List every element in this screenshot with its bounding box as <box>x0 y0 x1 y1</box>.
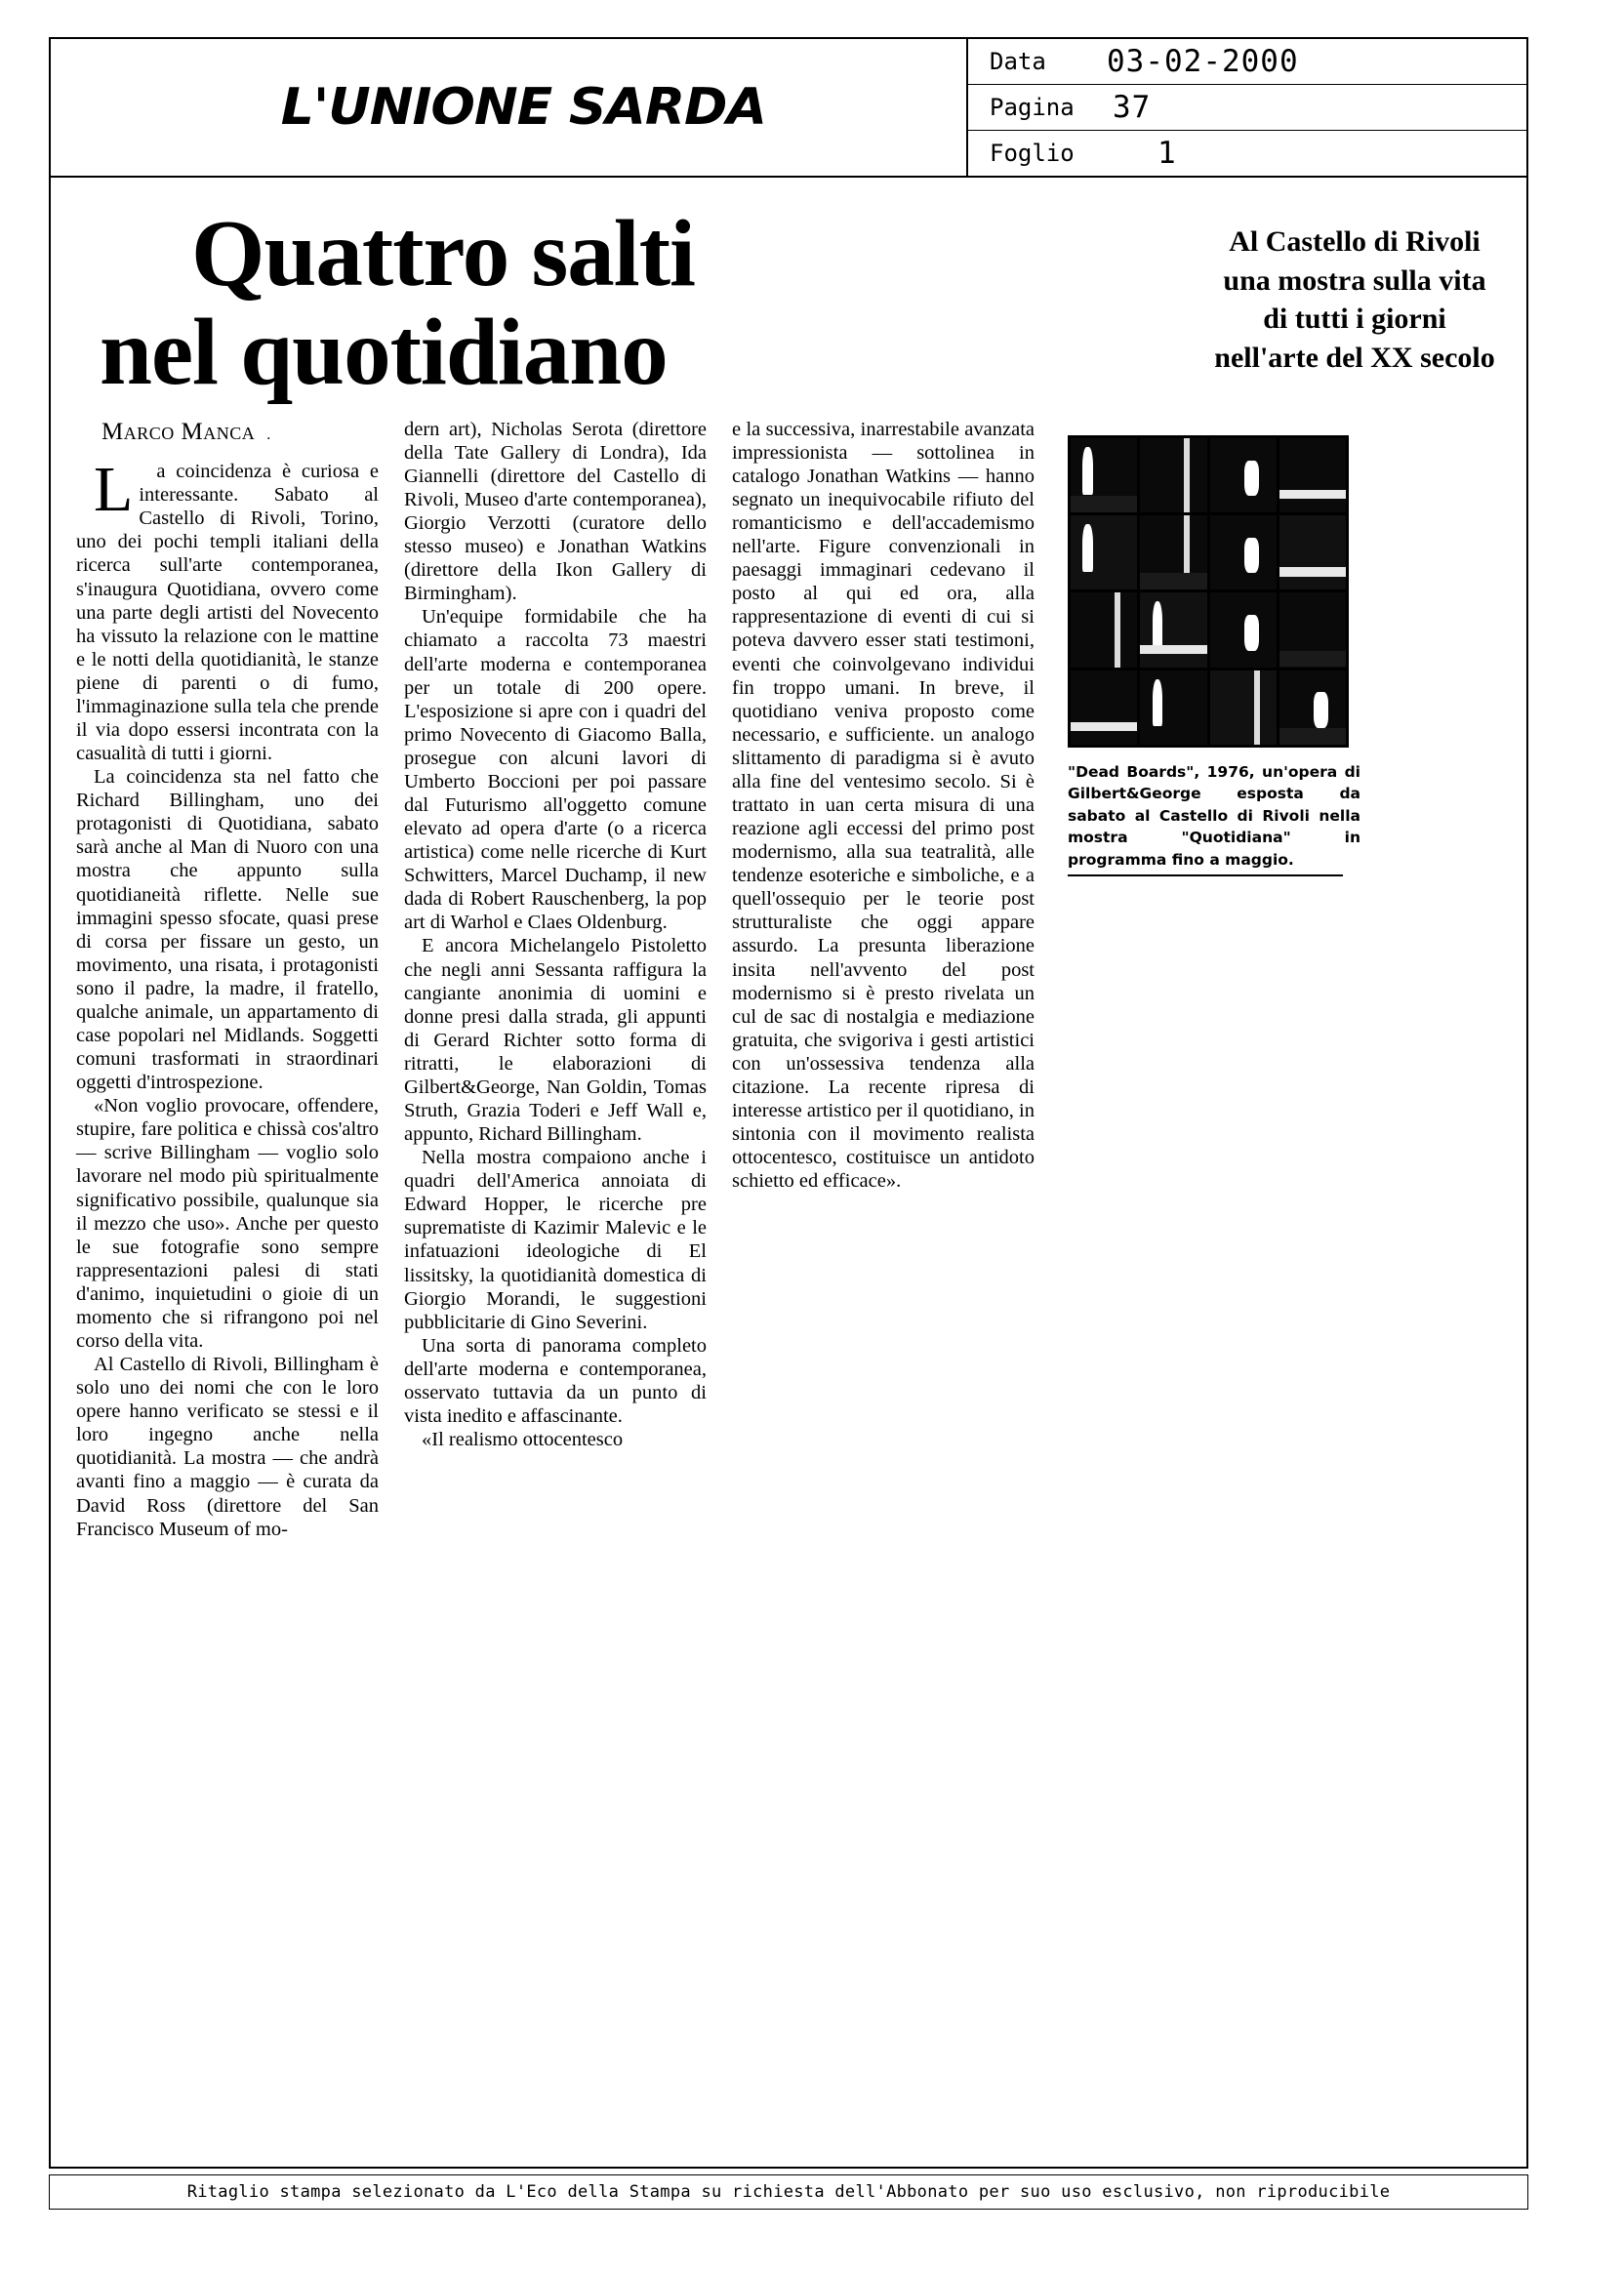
photo-tile <box>1071 438 1137 512</box>
photo-tile <box>1140 592 1206 667</box>
byline-author: Marco Manca <box>102 418 256 445</box>
photo-figure <box>1068 435 1360 876</box>
paragraph: E ancora Michelangelo Pistoletto che negli anni Sessanta raffigura la cangiante anonimia di uomini e donne presi dalla strada, gli appunti di Gerard Richter sotto forma di ritratti, le elaborazioni di Gilbert&George, Nan Goldin, Tomas Struth, Grazia Toderi e Jeff Wall e, appunto, Richard Billingham. <box>404 935 707 1146</box>
photo-tile <box>1210 670 1277 745</box>
paragraph: «Non voglio provocare, offendere, stupire, fare politica e chissà cos'altro — scrive Billingham — voglio solo lavorare nel modo più spiritualmente significativo possibile, qualunque sia il mezzo che uso». Anche per questo le sue fotografie sono sempre rappresentazioni palesi di stati d'animo, inquietudini o gioie di un momento che si rifrangono poi nel corso della vita. <box>76 1095 379 1353</box>
metadata-label-foglio: Foglio <box>990 140 1075 167</box>
headline-line-1: Quattro salti <box>191 201 696 305</box>
paragraph: La coincidenza sta nel fatto che Richard Billingham, uno dei protagonisti di Quotidiana, sabato sarà anche al Man di Nuoro con una mostra che appunto sulla quotidianeità riflette. Nelle sue immagini spesso sfocate, quasi prese di corsa per fissare un gesto, un movimento, una risata, i protagonisti sono il padre, la madre, il fratello, qualche animale, un appartamento di case popolari nel Midlands. Soggetti comuni trasformati in straordinari oggetti d'introspezione. <box>76 766 379 1094</box>
metadata-block <box>966 39 1526 176</box>
paragraph: e la successiva, inarrestabile avanzata impressionista — sottolinea in catalogo Jonathan Watkins — hanno segnato un inequivocabile rifiuto del romanticismo e dell'accademismo nell'arte. Figure convenzionali in paesaggi immaginari cedevano il posto al qui ed ora, alla rappresentazione di eventi di cui si poteva davvero esser stati testimoni, eventi che coinvolgevano individui fin troppo umani. In breve, il quotidiano veniva proposto come necessario, e sufficiente. un analogo slittamento di paradigma si è avuto alla fine del ventesimo secolo. Si è trattato in uan certa misura di una reazione agli eccessi del primo post modernismo, alla sua teatralità, alle tendenze esoteriche e simboliche, e a quell'ossequio per le teorie post strutturaliste che oggi appare assurdo. La presunta liberazione insita nell'avvento del post modernismo si è presto rivelata un cul de sac di nostalgia e mediazione gratuita, che svigoriva i gesti artistici con un'ossessiva tendenza alla citazione. La recente ripresa di interesse artistico per il quotidiano, in sintonia con il movimento realista ottocentesco, costituisce un antidoto schietto ed efficace». <box>732 418 1035 1193</box>
paragraph: Una sorta di panorama completo dell'arte moderna e contemporanea, osservato tuttavia da un punto di vista inedito e affascinante. <box>404 1334 707 1428</box>
metadata-row-pagina <box>968 85 1526 131</box>
photo-tile <box>1071 592 1137 667</box>
metadata-label-data: Data <box>990 48 1046 75</box>
photo-tile <box>1210 515 1277 589</box>
photo-tile <box>1140 670 1206 745</box>
paragraph: Un'equipe formidabile che ha chiamato a raccolta 73 maestri dell'arte moderna e contemporanea per un totale di 200 opere. L'esposizione si apre con i quadri del primo Novecento di Giacomo Balla, prosegue con alcuni lavori di Umberto Boccioni per poi passare dal Futurismo all'oggetto comune elevato ad opera d'arte (o a ricerca artistica) come nelle ricerche di Kurt Schwitters, Marcel Duchamp, il new dada di Robert Rauschenberg, la pop art di Warhol e Claes Oldenburg. <box>404 606 707 934</box>
article-column-1 <box>76 418 379 1541</box>
page-title <box>76 201 1208 404</box>
masthead <box>51 39 966 176</box>
byline <box>76 418 379 446</box>
article-column-3 <box>732 418 1035 1541</box>
photo-tile <box>1279 592 1346 667</box>
paragraph: dern art), Nicholas Serota (direttore della Tate Gallery di Londra), Ida Giannelli (direttore del Castello di Rivoli, Museo d'arte contemporanea), Giorgio Verzotti (curatore dello stesso museo) e Jonathan Watkins (direttore della Ikon Gallery di Birmingham). <box>404 418 707 605</box>
kicker-text: Al Castello di Rivoli una mostra sulla vita di tutti i giorni nell'arte del XX secolo <box>1214 225 1495 374</box>
metadata-label-pagina: Pagina <box>990 94 1075 121</box>
paragraph <box>76 454 379 765</box>
metadata-value-data: 03-02-2000 <box>1107 44 1299 79</box>
photo-tile <box>1140 438 1206 512</box>
article-columns <box>51 402 1526 1541</box>
photo-tile <box>1071 515 1137 589</box>
masthead-title: L'UNIONE SARDA <box>280 78 766 137</box>
photo-tile <box>1071 670 1137 745</box>
paragraph: «Il realismo ottocentesco <box>422 1429 624 1451</box>
photo-tile <box>1279 515 1346 589</box>
photo-tile <box>1279 438 1346 512</box>
photo-tile <box>1140 515 1206 589</box>
photo-tile <box>1279 670 1346 745</box>
metadata-row-foglio <box>968 131 1526 176</box>
photo-caption: "Dead Boards", 1976, un'opera di Gilbert&George esposta da sabato al Castello di Rivoli nella mostra "Quotidiana" in programma fino a maggio. <box>1068 762 1360 869</box>
paragraph: Al Castello di Rivoli, Billingham è solo uno dei nomi che con le loro opere hanno verificato se stessi e il loro ingegno anche nella quotidianità. La mostra — che andrà avanti fino a maggio — è curata da David Ross (direttore del San Francisco Museum of mo- <box>76 1354 379 1540</box>
article-column-4 <box>1060 418 1360 1541</box>
paragraph: Nella mostra compaiono anche i quadri dell'America annoiata di Edward Hopper, le ricerche pre suprematiste di Kazimir Malevic e le infatuazioni ideologiche di El lissitsky, la quotidianità domestica di Giorgio Morandi, le suggestioni pubblicitarie di Gino Severini. <box>404 1147 707 1333</box>
title-area <box>51 178 1526 402</box>
metadata-value-pagina: 37 <box>1113 90 1152 125</box>
article-body <box>49 178 1528 2169</box>
footer-notice: Ritaglio stampa selezionato da L'Eco della Stampa su richiesta dell'Abbonato per suo uso esclusivo, non riproducibile <box>49 2174 1528 2210</box>
clipping-header <box>49 37 1528 178</box>
metadata-row-data <box>968 39 1526 85</box>
headline-line-2: nel quotidiano <box>100 299 668 404</box>
paragraph-text: a coincidenza è curiosa e interessante. Sabato al Castello di Rivoli, Torino, uno dei pochi templi italiani della ricerca sull'arte contemporanea, s'inaugura Quotidiana, ovvero come una parte degli artisti del Novecento ha vissuto la relazione con le mattine e le notti della quotidianità, le stanze piene di parenti o di fumo, l'immaginazione sulla tela che prende il via dopo essersi incontrata con la casualità di tutti i giorni. <box>76 461 379 765</box>
newspaper-clipping <box>49 37 1528 2223</box>
photo-tile <box>1210 592 1277 667</box>
byline-dot: . <box>266 426 271 443</box>
photo-tile <box>1210 438 1277 512</box>
caption-underline <box>1068 874 1343 876</box>
article-column-2 <box>404 418 707 1541</box>
drop-cap: L <box>94 454 134 526</box>
photo-grid-image <box>1068 435 1349 748</box>
metadata-value-foglio: 1 <box>1157 136 1177 171</box>
